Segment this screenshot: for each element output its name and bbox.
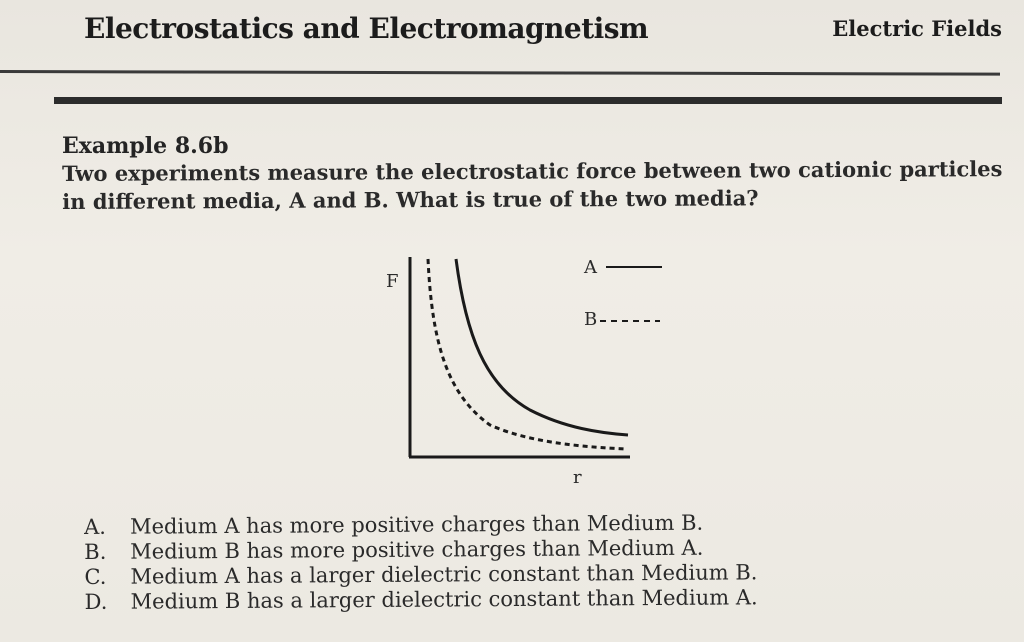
chapter-title: Electrostatics and Electromagnetism: [84, 12, 649, 45]
answer-text: Medium A has a larger dielectric constant than Medium B.: [130, 560, 758, 589]
answer-text: Medium B has a larger dielectric constant than Medium A.: [130, 585, 758, 614]
answer-choices: [84, 510, 758, 615]
answer-letter: C.: [84, 564, 107, 589]
x-axis-label: r: [573, 467, 582, 488]
section-title: Electric Fields: [832, 16, 1002, 41]
curve-b-dashed: [428, 259, 626, 449]
force-distance-graph: [360, 245, 680, 495]
header-divider-thin: [0, 70, 1000, 76]
answer-letter: B.: [84, 539, 107, 564]
y-axis-label: F: [386, 271, 399, 292]
answer-text: Medium B has more positive charges than Medium A.: [130, 535, 704, 564]
answer-text: Medium A has more positive charges than Medium B.: [129, 510, 704, 539]
header-divider-thick: [54, 97, 1002, 104]
question-text: Two experiments measure the electrostatic force between two cationic particles in different media, A and B. What is true of the two media?: [62, 156, 1003, 214]
legend-a-label: A: [584, 257, 597, 278]
legend-b-label: B: [584, 309, 598, 330]
example-title: Example 8.6b: [62, 133, 229, 159]
graph-svg: [360, 245, 680, 495]
answer-choice-d[interactable]: [85, 585, 758, 615]
answer-letter: A.: [84, 514, 107, 539]
answer-letter: D.: [84, 589, 108, 614]
curve-a-solid: [456, 259, 628, 435]
